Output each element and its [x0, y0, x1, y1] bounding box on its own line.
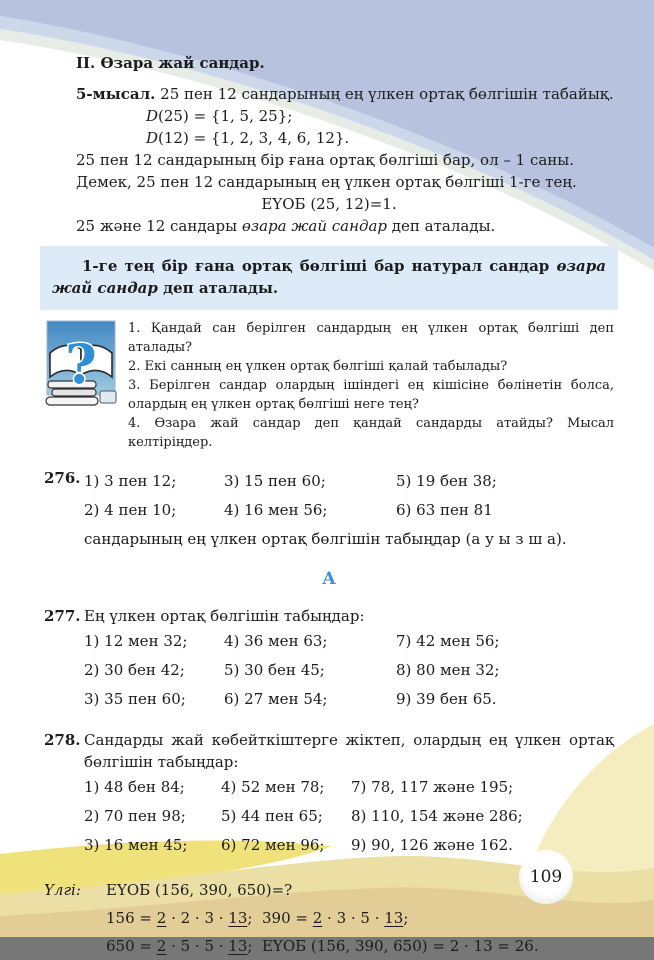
exercise-columns [84, 773, 614, 860]
exercise-column [84, 773, 221, 860]
sample-question-line: ЕҮОБ (156, 390, 650)=? [106, 881, 293, 899]
exercise-item: 6) 27 мен 54; [224, 690, 328, 708]
sample-label: Үлгі: [44, 881, 81, 899]
paragraph-text: 25 және 12 сандары [76, 217, 242, 235]
exercise-item: 4) 36 мен 63; [224, 632, 328, 650]
exercise-footer: сандарының ең үлкен ортақ бөлгішін табыңдар (а у ы з ш а). [84, 530, 567, 548]
exercise-item: 4) 16 мен 56; [224, 501, 328, 519]
divisors-line-12 [146, 127, 614, 149]
page-content [44, 52, 614, 960]
question-item: 4. Өзара жай сандар деп қандай сандарды атайды? Мысал келтіріңдер. [128, 416, 614, 450]
sample-factorization-line-2 [106, 932, 614, 960]
questions-block [44, 319, 614, 452]
exercise-columns [84, 627, 614, 714]
divisors-of-25: (25) = {1, 5, 25}; [158, 107, 293, 125]
exercise-277 [44, 605, 614, 714]
exercise-body [84, 605, 614, 714]
exercise-item: 1) 3 пен 12; [84, 472, 177, 490]
gcd-result-line: ЕҮОБ (25, 12)=1. [261, 195, 397, 213]
exercise-columns [84, 467, 614, 525]
exercise-column [351, 773, 614, 860]
questions-list [128, 319, 614, 452]
exercise-item: 1) 12 мен 32; [84, 632, 188, 650]
underlined-factor: 2 [156, 909, 167, 927]
underlined-factor: 13 [228, 937, 248, 955]
exercise-item: 2) 4 пен 10; [84, 501, 177, 519]
exercise-item: 6) 63 пен 81 [396, 501, 493, 519]
divisors-of-12: (12) = {1, 2, 3, 4, 6, 12}. [158, 129, 350, 147]
underlined-factor: 2 [156, 937, 167, 955]
page-number-badge [519, 850, 573, 904]
exercise-item: 7) 78, 117 және 195; [351, 778, 514, 796]
exercise-title: Сандарды жай көбейткіштерге жіктеп, олардың ең үлкен ортақ бөлгішін табыңдар: [84, 731, 614, 771]
rule-text: 1-ге тең бір ғана ортақ бөлгіші бар натурал сандар [82, 257, 557, 275]
exercise-column [224, 467, 396, 525]
example-intro-text: 25 пен 12 сандарының ең үлкен ортақ бөлгішін табайық. [155, 85, 614, 103]
exercise-body [84, 729, 614, 860]
sample-factorization-line-1 [106, 904, 614, 932]
exercise-item: 8) 80 мен 32; [396, 661, 500, 679]
exercise-item: 9) 39 бен 65. [396, 690, 497, 708]
exercise-item: 1) 48 бен 84; [84, 778, 185, 796]
exercise-column [396, 627, 614, 714]
exercise-278 [44, 729, 614, 860]
math-text: 650 = [106, 937, 157, 955]
level-marker-a: А [322, 569, 336, 589]
exercise-item: 9) 90, 126 және 162. [351, 836, 513, 854]
underlined-factor: 2 [312, 909, 323, 927]
example-paragraph-2: Демек, 25 пен 12 сандарының ең үлкен ортақ бөлгіші 1-ге тең. [76, 173, 577, 191]
question-book-icon-graphic [44, 321, 118, 409]
math-text: ; ЕҮОБ (156, 390, 650) = 2 · 13 = 26. [247, 937, 539, 955]
math-text: · 5 · 5 · [166, 937, 229, 955]
exercise-item: 6) 72 мен 96; [221, 836, 325, 854]
exercise-body [84, 467, 614, 554]
example-intro-paragraph [44, 83, 614, 105]
exercise-item: 7) 42 мен 56; [396, 632, 500, 650]
rule-text: деп аталады. [157, 279, 279, 297]
divisors-line-25 [146, 105, 614, 127]
page-number: 109 [529, 867, 563, 887]
section-title: II. Өзара жай сандар. [76, 54, 265, 72]
exercise-item: 3) 35 пен 60; [84, 690, 186, 708]
math-text: ; 390 = [247, 909, 313, 927]
question-item: 3. Берілген сандар олардың ішіндегі ең кішісіне бөлінетін болса, олардың ең үлкен ортақ бөлгіші неге тең? [128, 378, 614, 412]
example-label: 5-мысал. [76, 85, 156, 103]
question-item: 1. Қандай сан берілген сандардың ең үлкен ортақ бөлгіші деп аталады? [128, 321, 614, 355]
exercise-item: 5) 19 бен 38; [396, 472, 497, 490]
exercise-title: Ең үлкен ортақ бөлгішін табыңдар: [84, 607, 365, 625]
math-text: ; [403, 909, 409, 927]
exercise-item: 4) 52 мен 78; [221, 778, 325, 796]
exercise-item: 3) 16 мен 45; [84, 836, 188, 854]
exercise-item: 2) 30 бен 42; [84, 661, 185, 679]
exercise-column [224, 627, 396, 714]
exercise-item: 8) 110, 154 және 286; [351, 807, 523, 825]
exercise-column [396, 467, 614, 525]
math-text: · 3 · 5 · [322, 909, 385, 927]
example-paragraph-1: 25 пен 12 сандарының бір ғана ортақ бөлгіші бар, ол – 1 саны. [76, 151, 574, 169]
math-text: 156 = [106, 909, 157, 927]
math-text: · 2 · 3 · [166, 909, 229, 927]
example-paragraph-3 [44, 215, 614, 237]
exercise-number: 278. [44, 731, 81, 749]
exercise-number: 276. [44, 469, 81, 487]
question-book-icon [44, 319, 118, 415]
exercise-column [84, 627, 224, 714]
exercise-column [221, 773, 351, 860]
definition-rule-box [40, 246, 618, 310]
svg-text:?: ? [65, 332, 97, 396]
paragraph-text: деп аталады. [387, 217, 496, 235]
underlined-factor: 13 [228, 909, 248, 927]
exercise-item: 3) 15 пен 60; [224, 472, 326, 490]
exercise-number: 277. [44, 607, 81, 625]
exercise-item: 5) 30 бен 45; [224, 661, 325, 679]
exercise-276 [44, 467, 614, 554]
coprime-term-italic: өзара жай сандар [241, 217, 388, 235]
question-item: 2. Екі санның ең үлкен ортақ бөлгіші қалай табылады? [128, 359, 508, 374]
underlined-factor: 13 [384, 909, 404, 927]
rule-term-italic: өзара жай сандар [52, 257, 606, 297]
divisor-symbol: D [146, 107, 159, 125]
exercise-column [84, 467, 224, 525]
exercise-item: 5) 44 пен 65; [221, 807, 323, 825]
divisor-symbol: D [146, 129, 159, 147]
exercise-item: 2) 70 пен 98; [84, 807, 186, 825]
